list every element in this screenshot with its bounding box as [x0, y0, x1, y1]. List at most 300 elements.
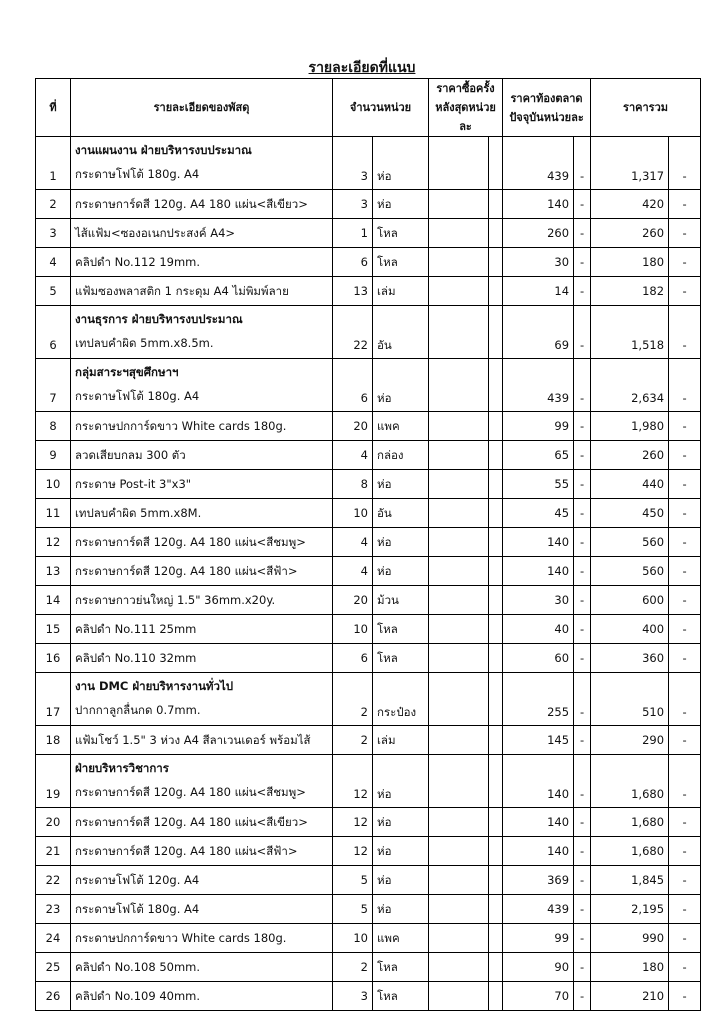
- table-row: [36, 190, 701, 219]
- row-number: 7: [36, 359, 71, 412]
- last-price-satang: [489, 219, 503, 248]
- total-price-satang: -: [669, 866, 701, 895]
- item-description: กระดาษการ์ดสี 120g. A4 180 แผ่น<สีฟ้า>: [75, 564, 298, 578]
- total-price: 180: [591, 953, 669, 982]
- total-price-satang: -: [669, 219, 701, 248]
- market-price-satang: -: [574, 924, 591, 953]
- market-price: 140: [503, 755, 574, 808]
- last-price: [429, 190, 489, 219]
- row-number: 24: [36, 924, 71, 953]
- last-price-satang: [489, 837, 503, 866]
- row-number: 1: [36, 137, 71, 190]
- table-row: [36, 586, 701, 615]
- last-price: [429, 866, 489, 895]
- market-price-satang: -: [574, 557, 591, 586]
- market-price-satang: -: [574, 470, 591, 499]
- item-unit: ห่อ: [373, 470, 429, 499]
- item-quantity: 10: [333, 924, 373, 953]
- item-description-cell: [71, 499, 333, 528]
- header-qty-unit: จำนวนหน่วย: [333, 79, 429, 137]
- row-number: 26: [36, 982, 71, 1011]
- section-heading: งานแผนงาน ฝ่ายบริหารงบประมาณ: [75, 143, 252, 157]
- last-price: [429, 586, 489, 615]
- item-quantity: 8: [333, 470, 373, 499]
- item-description: กระดาษโฟโต้ 180g. A4: [75, 902, 200, 916]
- item-unit: ม้วน: [373, 586, 429, 615]
- table-row: [36, 306, 701, 359]
- item-unit: โหล: [373, 953, 429, 982]
- last-price: [429, 306, 489, 359]
- market-price-satang: -: [574, 219, 591, 248]
- table-row: [36, 644, 701, 673]
- item-unit: ห่อ: [373, 895, 429, 924]
- item-quantity: 10: [333, 615, 373, 644]
- total-price: 1,980: [591, 412, 669, 441]
- item-quantity: 3: [333, 190, 373, 219]
- market-price-satang: -: [574, 528, 591, 557]
- total-price-satang: -: [669, 190, 701, 219]
- item-description-cell: [71, 924, 333, 953]
- last-price-satang: [489, 808, 503, 837]
- table-row: [36, 470, 701, 499]
- total-price-satang: -: [669, 982, 701, 1011]
- item-quantity: 6: [333, 359, 373, 412]
- last-price-satang: [489, 190, 503, 219]
- item-description-cell: [71, 673, 333, 726]
- item-quantity: 6: [333, 248, 373, 277]
- item-description-cell: [71, 190, 333, 219]
- last-price-satang: [489, 248, 503, 277]
- section-heading: ฝ่ายบริหารวิชาการ: [75, 761, 169, 775]
- last-price: [429, 441, 489, 470]
- total-price-satang: -: [669, 726, 701, 755]
- table-row: [36, 982, 701, 1011]
- total-price-satang: -: [669, 953, 701, 982]
- item-description: ลวดเสียบกลม 300 ตัว: [75, 448, 186, 462]
- total-price: 990: [591, 924, 669, 953]
- total-price: 260: [591, 219, 669, 248]
- item-unit: โหล: [373, 615, 429, 644]
- row-number: 19: [36, 755, 71, 808]
- items-table: [35, 78, 701, 1011]
- item-quantity: 12: [333, 755, 373, 808]
- item-unit: ห่อ: [373, 528, 429, 557]
- row-number: 25: [36, 953, 71, 982]
- market-price-satang: -: [574, 953, 591, 982]
- market-price: 70: [503, 982, 574, 1011]
- last-price: [429, 137, 489, 190]
- item-quantity: 6: [333, 644, 373, 673]
- item-description-cell: [71, 441, 333, 470]
- market-price: 140: [503, 808, 574, 837]
- last-price-satang: [489, 924, 503, 953]
- last-price-satang: [489, 412, 503, 441]
- section-heading: งาน DMC ฝ่ายบริหารงานทั่วไป: [75, 679, 234, 693]
- item-description-cell: [71, 557, 333, 586]
- last-price-satang: [489, 644, 503, 673]
- item-description-cell: [71, 219, 333, 248]
- total-price: 260: [591, 441, 669, 470]
- market-price: 140: [503, 557, 574, 586]
- total-price-satang: -: [669, 644, 701, 673]
- market-price-satang: -: [574, 615, 591, 644]
- last-price-satang: [489, 953, 503, 982]
- item-description-cell: [71, 866, 333, 895]
- market-price: 30: [503, 248, 574, 277]
- table-row: [36, 277, 701, 306]
- row-number: 5: [36, 277, 71, 306]
- item-description: กระดาษปกการ์ดขาว White cards 180g.: [75, 931, 287, 945]
- table-body: [36, 137, 701, 1011]
- item-unit: ห่อ: [373, 866, 429, 895]
- market-price-satang: -: [574, 644, 591, 673]
- last-price-satang: [489, 586, 503, 615]
- table-row: [36, 866, 701, 895]
- row-number: 4: [36, 248, 71, 277]
- last-price: [429, 837, 489, 866]
- total-price: 182: [591, 277, 669, 306]
- total-price-satang: -: [669, 470, 701, 499]
- item-description-cell: [71, 837, 333, 866]
- market-price-satang: -: [574, 499, 591, 528]
- last-price-satang: [489, 499, 503, 528]
- item-description-cell: [71, 808, 333, 837]
- table-row: [36, 441, 701, 470]
- item-description: เทปลบคำผิด 5mm.x8.5m.: [75, 336, 214, 350]
- item-description-cell: [71, 726, 333, 755]
- last-price: [429, 755, 489, 808]
- market-price-satang: -: [574, 837, 591, 866]
- table-header-row: [36, 79, 701, 137]
- total-price: 1,317: [591, 137, 669, 190]
- item-description-cell: [71, 248, 333, 277]
- row-number: 13: [36, 557, 71, 586]
- row-number: 12: [36, 528, 71, 557]
- item-quantity: 2: [333, 953, 373, 982]
- last-price-satang: [489, 673, 503, 726]
- market-price: 140: [503, 528, 574, 557]
- total-price-satang: -: [669, 557, 701, 586]
- item-quantity: 4: [333, 557, 373, 586]
- table-row: [36, 726, 701, 755]
- last-price: [429, 359, 489, 412]
- item-quantity: 2: [333, 726, 373, 755]
- item-description: กระดาษโฟโต้ 180g. A4: [75, 389, 200, 403]
- item-description: เทปลบคำผิด 5mm.x8M.: [75, 506, 202, 520]
- item-description-cell: [71, 644, 333, 673]
- last-price-satang: [489, 615, 503, 644]
- item-description-cell: [71, 895, 333, 924]
- header-no: ที่: [36, 79, 71, 137]
- item-description: กระดาษการ์ดสี 120g. A4 180 แผ่น<สีชมพู>: [75, 535, 306, 549]
- last-price-satang: [489, 982, 503, 1011]
- last-price-satang: [489, 441, 503, 470]
- total-price: 560: [591, 528, 669, 557]
- total-price-satang: -: [669, 586, 701, 615]
- item-unit: ห่อ: [373, 755, 429, 808]
- last-price-satang: [489, 470, 503, 499]
- market-price-satang: -: [574, 808, 591, 837]
- item-description: กระดาษการ์ดสี 120g. A4 180 แผ่น<สีเขียว>: [75, 197, 308, 211]
- last-price: [429, 412, 489, 441]
- market-price-satang: -: [574, 866, 591, 895]
- table-row: [36, 953, 701, 982]
- total-price: 1,845: [591, 866, 669, 895]
- item-description-cell: [71, 528, 333, 557]
- market-price: 65: [503, 441, 574, 470]
- last-price: [429, 528, 489, 557]
- header-total: ราคารวม: [591, 79, 701, 137]
- total-price-satang: -: [669, 359, 701, 412]
- item-description: กระดาษโฟโต้ 120g. A4: [75, 873, 200, 887]
- total-price-satang: -: [669, 837, 701, 866]
- total-price: 1,518: [591, 306, 669, 359]
- market-price: 55: [503, 470, 574, 499]
- item-unit: ห่อ: [373, 359, 429, 412]
- row-number: 22: [36, 866, 71, 895]
- total-price: 210: [591, 982, 669, 1011]
- last-price: [429, 219, 489, 248]
- item-description: คลิปดำ No.109 40mm.: [75, 989, 201, 1003]
- item-quantity: 12: [333, 837, 373, 866]
- total-price-satang: -: [669, 615, 701, 644]
- item-unit: แพค: [373, 924, 429, 953]
- row-number: 6: [36, 306, 71, 359]
- item-quantity: 20: [333, 586, 373, 615]
- last-price-satang: [489, 557, 503, 586]
- item-unit: โหล: [373, 982, 429, 1011]
- market-price: 40: [503, 615, 574, 644]
- item-description-cell: [71, 953, 333, 982]
- row-number: 23: [36, 895, 71, 924]
- last-price-satang: [489, 306, 503, 359]
- total-price: 2,195: [591, 895, 669, 924]
- table-row: [36, 137, 701, 190]
- item-description: กระดาษโฟโต้ 180g. A4: [75, 167, 200, 181]
- last-price: [429, 895, 489, 924]
- market-price-satang: -: [574, 306, 591, 359]
- last-price: [429, 277, 489, 306]
- market-price-satang: -: [574, 441, 591, 470]
- market-price-satang: -: [574, 586, 591, 615]
- market-price-satang: -: [574, 726, 591, 755]
- total-price: 420: [591, 190, 669, 219]
- table-row: [36, 248, 701, 277]
- item-quantity: 10: [333, 499, 373, 528]
- total-price: 400: [591, 615, 669, 644]
- total-price: 290: [591, 726, 669, 755]
- last-price-satang: [489, 359, 503, 412]
- item-unit: กระป๋อง: [373, 673, 429, 726]
- market-price: 140: [503, 837, 574, 866]
- market-price: 14: [503, 277, 574, 306]
- item-description: แฟ้มโชว์ 1.5" 3 ห่วง A4 สีลาเวนเดอร์ พร้อมไส้: [75, 733, 311, 747]
- table-row: [36, 359, 701, 412]
- item-description: กระดาษปกการ์ดขาว White cards 180g.: [75, 419, 287, 433]
- item-quantity: 12: [333, 808, 373, 837]
- item-unit: ห่อ: [373, 137, 429, 190]
- table-row: [36, 673, 701, 726]
- item-description-cell: [71, 470, 333, 499]
- total-price: 560: [591, 557, 669, 586]
- market-price: 439: [503, 359, 574, 412]
- market-price-satang: -: [574, 673, 591, 726]
- market-price-satang: -: [574, 359, 591, 412]
- row-number: 16: [36, 644, 71, 673]
- total-price: 360: [591, 644, 669, 673]
- row-number: 15: [36, 615, 71, 644]
- total-price-satang: -: [669, 248, 701, 277]
- item-description: คลิปดำ No.112 19mm.: [75, 255, 201, 269]
- total-price: 440: [591, 470, 669, 499]
- market-price-satang: -: [574, 982, 591, 1011]
- market-price: 99: [503, 924, 574, 953]
- last-price-satang: [489, 137, 503, 190]
- market-price: 439: [503, 895, 574, 924]
- total-price-satang: -: [669, 673, 701, 726]
- table-row: [36, 615, 701, 644]
- last-price-satang: [489, 528, 503, 557]
- market-price: 439: [503, 137, 574, 190]
- last-price: [429, 808, 489, 837]
- table-row: [36, 808, 701, 837]
- total-price-satang: -: [669, 412, 701, 441]
- header-description: รายละเอียดของพัสดุ: [71, 79, 333, 137]
- last-price: [429, 953, 489, 982]
- item-unit: แพค: [373, 412, 429, 441]
- item-quantity: 13: [333, 277, 373, 306]
- table-row: [36, 412, 701, 441]
- total-price-satang: -: [669, 808, 701, 837]
- total-price-satang: -: [669, 528, 701, 557]
- table-row: [36, 924, 701, 953]
- item-description-cell: [71, 412, 333, 441]
- market-price-satang: -: [574, 137, 591, 190]
- total-price: 180: [591, 248, 669, 277]
- row-number: 9: [36, 441, 71, 470]
- market-price-satang: -: [574, 277, 591, 306]
- market-price: 99: [503, 412, 574, 441]
- row-number: 8: [36, 412, 71, 441]
- total-price-satang: -: [669, 277, 701, 306]
- item-description-cell: [71, 615, 333, 644]
- total-price: 1,680: [591, 808, 669, 837]
- table-row: [36, 837, 701, 866]
- total-price-satang: -: [669, 441, 701, 470]
- table-row: [36, 528, 701, 557]
- total-price-satang: -: [669, 306, 701, 359]
- item-description: ปากกาลูกลื่นกด 0.7mm.: [75, 703, 201, 717]
- market-price: 140: [503, 190, 574, 219]
- item-quantity: 22: [333, 306, 373, 359]
- row-number: 3: [36, 219, 71, 248]
- market-price: 90: [503, 953, 574, 982]
- header-last-price: ราคาซื้อครั้งหลังสุดหน่วยละ: [429, 79, 503, 137]
- item-description: กระดาษกาวย่นใหญ่ 1.5" 36mm.x20y.: [75, 593, 276, 607]
- item-quantity: 4: [333, 441, 373, 470]
- market-price: 30: [503, 586, 574, 615]
- total-price-satang: -: [669, 755, 701, 808]
- header-market-price: ราคาท้องตลาดปัจจุบันหน่วยละ: [503, 79, 591, 137]
- market-price: 45: [503, 499, 574, 528]
- item-unit: โหล: [373, 219, 429, 248]
- item-quantity: 20: [333, 412, 373, 441]
- total-price: 600: [591, 586, 669, 615]
- table-row: [36, 895, 701, 924]
- market-price: 60: [503, 644, 574, 673]
- last-price: [429, 470, 489, 499]
- last-price: [429, 499, 489, 528]
- last-price-satang: [489, 277, 503, 306]
- item-description-cell: [71, 277, 333, 306]
- item-unit: อัน: [373, 306, 429, 359]
- item-unit: โหล: [373, 644, 429, 673]
- table-row: [36, 499, 701, 528]
- item-quantity: 5: [333, 895, 373, 924]
- row-number: 14: [36, 586, 71, 615]
- total-price: 450: [591, 499, 669, 528]
- total-price: 1,680: [591, 755, 669, 808]
- item-description: ไส้แฟ้ม<ซองอเนกประสงค์ A4>: [75, 226, 236, 240]
- item-unit: เล่ม: [373, 277, 429, 306]
- row-number: 11: [36, 499, 71, 528]
- item-description: คลิปดำ No.110 32mm: [75, 651, 197, 665]
- last-price: [429, 557, 489, 586]
- table-row: [36, 219, 701, 248]
- item-unit: กล่อง: [373, 441, 429, 470]
- last-price-satang: [489, 895, 503, 924]
- total-price-satang: -: [669, 924, 701, 953]
- total-price: 1,680: [591, 837, 669, 866]
- total-price: 2,634: [591, 359, 669, 412]
- total-price-satang: -: [669, 895, 701, 924]
- item-quantity: 3: [333, 982, 373, 1011]
- item-unit: ห่อ: [373, 808, 429, 837]
- total-price-satang: -: [669, 499, 701, 528]
- row-number: 18: [36, 726, 71, 755]
- item-quantity: 5: [333, 866, 373, 895]
- item-description-cell: [71, 306, 333, 359]
- row-number: 2: [36, 190, 71, 219]
- last-price: [429, 982, 489, 1011]
- item-description: คลิปดำ No.111 25mm: [75, 622, 197, 636]
- market-price-satang: -: [574, 412, 591, 441]
- market-price-satang: -: [574, 755, 591, 808]
- table-row: [36, 557, 701, 586]
- row-number: 10: [36, 470, 71, 499]
- row-number: 17: [36, 673, 71, 726]
- last-price: [429, 726, 489, 755]
- last-price-satang: [489, 726, 503, 755]
- last-price: [429, 615, 489, 644]
- last-price-satang: [489, 755, 503, 808]
- item-unit: ห่อ: [373, 837, 429, 866]
- row-number: 21: [36, 837, 71, 866]
- item-description: กระดาษการ์ดสี 120g. A4 180 แผ่น<สีเขียว>: [75, 815, 308, 829]
- item-unit: เล่ม: [373, 726, 429, 755]
- market-price: 145: [503, 726, 574, 755]
- last-price-satang: [489, 866, 503, 895]
- market-price: 255: [503, 673, 574, 726]
- last-price: [429, 248, 489, 277]
- item-description-cell: [71, 359, 333, 412]
- item-unit: ห่อ: [373, 557, 429, 586]
- row-number: 20: [36, 808, 71, 837]
- item-quantity: 2: [333, 673, 373, 726]
- table-row: [36, 755, 701, 808]
- market-price-satang: -: [574, 248, 591, 277]
- item-quantity: 1: [333, 219, 373, 248]
